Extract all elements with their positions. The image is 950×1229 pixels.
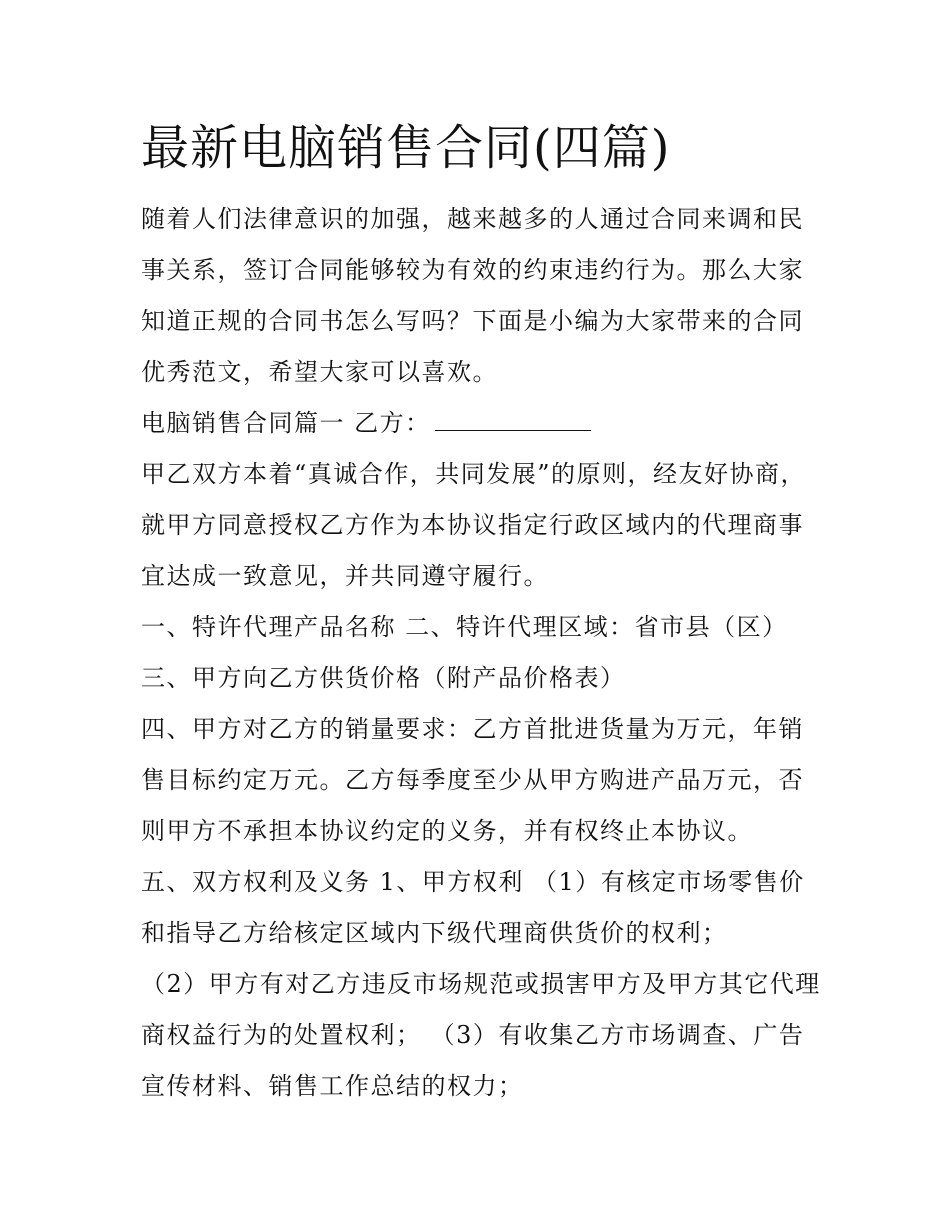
party-b-blank-line: [435, 410, 591, 431]
paragraph-rights-2: （2）甲方有对乙方违反市场规范或损害甲方及甲方其它代理商权益行为的处置权利； （3）有收集乙方市场调查、广告宣传材料、销售工作总结的权力；: [141, 970, 821, 1100]
section-one-heading: [141, 398, 821, 449]
paragraph-sales-requirement: 四、甲方对乙方的销量要求：乙方首批进货量为万元，年销售目标约定万元。乙方每季度至少从甲方购进产品万元，否则甲方不承担本协议约定的义务，并有权终止本协议。: [141, 715, 804, 845]
paragraph-principle: 甲乙双方本着“真诚合作，共同发展”的原则，经友好协商，就甲方同意授权乙方作为本协议指定行政区域内的代理商事宜达成一致意见，并共同遵守履行。: [141, 460, 807, 590]
document-title: 最新电脑销售合同(四篇): [141, 120, 671, 176]
document-page: [141, 108, 821, 1112]
paragraph-supply-price: 三、甲方向乙方供货价格（附产品价格表）: [141, 664, 626, 692]
section-one-label: 电脑销售合同篇一 乙方：: [141, 409, 431, 437]
paragraph-rights-1: 五、双方权利及义务 1、甲方权利 （1）有核定市场零售价和指导乙方给核定区域内下级代理商供货价的权利；: [141, 868, 805, 947]
paragraph-product-region: 一、特许代理产品名称 二、特许代理区域：省市县（区）: [141, 613, 788, 641]
intro-paragraph: 随着人们法律意识的加强，越来越多的人通过合同来调和民事关系，签订合同能够较为有效的约束违约行为。那么大家知道正规的合同书怎么写吗？下面是小编为大家带来的合同优秀范文，希望大家可以喜欢。: [141, 205, 804, 386]
